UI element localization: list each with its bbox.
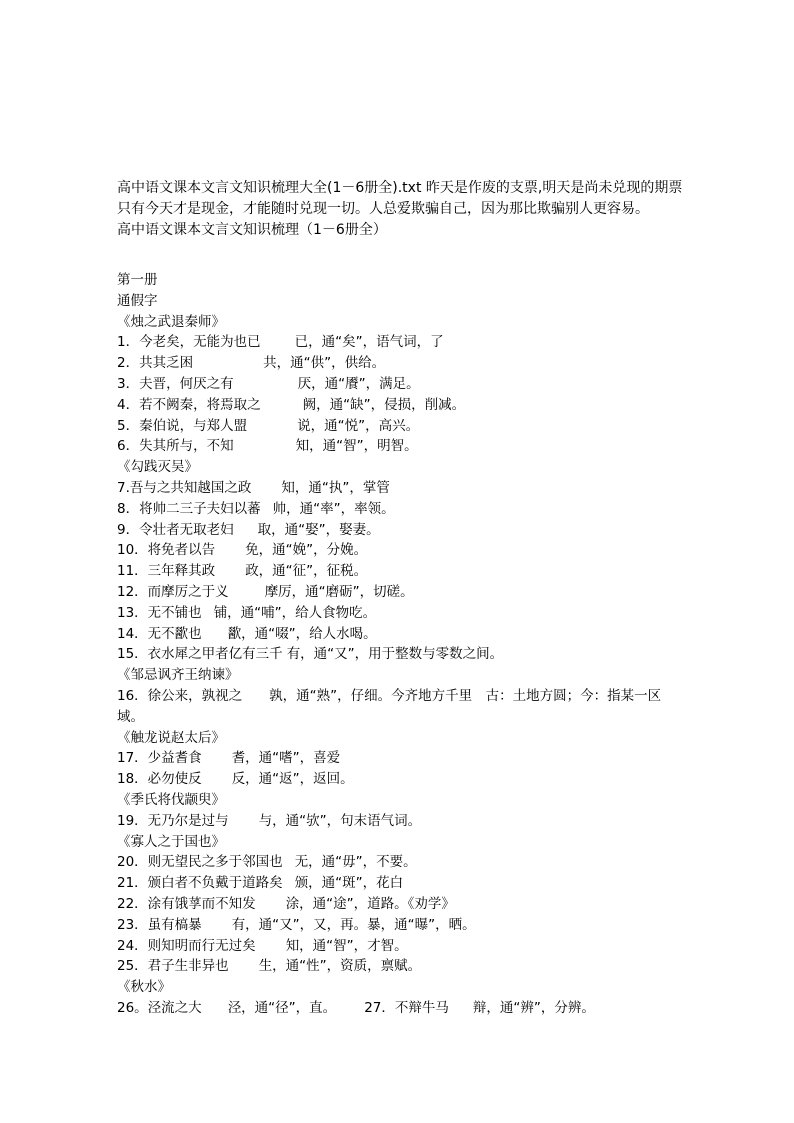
entry-note: 阙，通“缺”，侵损，削减。 bbox=[302, 396, 466, 413]
entry-line bbox=[117, 374, 687, 395]
content-body bbox=[117, 270, 687, 1019]
intro-line-2: 只有今天才是现金，才能随时兑现一切。人总爱欺骗自己，因为那比欺骗别人更容易。 bbox=[117, 201, 649, 217]
entry-sentence: 23．虽有槁暴 bbox=[117, 916, 202, 933]
entry-note: 知，通“智”，才智。 bbox=[285, 937, 408, 954]
intro-line-1: 高中语文课本文言文知识梳理大全(1－6册全).txt 昨天是作废的支票,明天是尚未兑现的期票 bbox=[117, 180, 683, 196]
entry-line bbox=[117, 478, 687, 499]
entry-line: 16．徐公来，孰视之 孰，通“熟”，仔细。今齐地方千里 古：土地方圆；今：指某一区域。 bbox=[117, 687, 662, 725]
entry-line bbox=[117, 915, 687, 936]
entry-sentence: 22．涂有饿莩而不知发 bbox=[117, 895, 256, 912]
entry-note: 与，通“欤”，句末语气词。 bbox=[258, 812, 422, 829]
entry-line bbox=[117, 582, 687, 603]
entry-line bbox=[117, 873, 687, 894]
entry-sentence: 11．三年释其政 bbox=[117, 563, 216, 580]
entry-note: 颁，通“斑”，花白 bbox=[294, 875, 404, 892]
entry-line bbox=[117, 852, 687, 873]
entry-note: 有，通“又”，用于整数与零数之间。 bbox=[286, 646, 504, 663]
entry-sentence: 21．颁白者不负戴于道路矣 bbox=[117, 875, 283, 892]
entry-sentence: 24．则知明而行无过矣 bbox=[117, 937, 256, 954]
category-heading: 通假字 bbox=[117, 292, 158, 309]
entry-sentence: 1．今老矣，无能为也已 bbox=[117, 334, 261, 351]
intro-block bbox=[117, 178, 687, 241]
document-page bbox=[117, 178, 687, 1019]
entry-line bbox=[117, 540, 687, 561]
entry-sentence: 8．将帅二三子夫妇以蕃 bbox=[117, 500, 261, 517]
entry-line bbox=[117, 395, 687, 416]
entry-note: 取，通“娶”，娶妻。 bbox=[257, 521, 380, 538]
entry-note: 已，通“矣”，语气词，了 bbox=[294, 334, 444, 351]
entry-sentence: 20．则无望民之多于邻国也 bbox=[117, 854, 283, 871]
entry-note: 知，通“智”，明智。 bbox=[295, 438, 418, 455]
article-title: 《季氏将伐颛臾》 bbox=[117, 791, 225, 808]
entry-note: 有，通“又”，又，再。暴，通“曝”，晒。 bbox=[231, 916, 476, 933]
entry-line bbox=[117, 520, 687, 541]
entry-sentence: 25．君子生非异也 bbox=[117, 958, 229, 975]
entry-sentence: 17．少益耆食 bbox=[117, 750, 202, 767]
entry-line bbox=[117, 936, 687, 957]
entry-note: 辩，通“辨”，分辨。 bbox=[472, 999, 595, 1016]
entry-note: 泾，通“径”，直。 bbox=[227, 999, 337, 1016]
entry-sentence: 9．令壮者无取老妇 bbox=[117, 521, 234, 538]
entry-note: 无，通“毋”，不要。 bbox=[294, 854, 417, 871]
entry-line bbox=[117, 769, 687, 790]
entry-sentence: 14．无不歠也 bbox=[117, 625, 202, 642]
entry-line-pair bbox=[117, 998, 687, 1019]
entry-line bbox=[117, 624, 687, 645]
entry-line bbox=[117, 748, 687, 769]
entry-line bbox=[117, 499, 687, 520]
entry-note: 耆，通“嗜”，喜爱 bbox=[231, 750, 341, 767]
entry-line bbox=[117, 811, 687, 832]
entry-line bbox=[117, 561, 687, 582]
entry-note: 铺，通“哺”，给人食物吃。 bbox=[213, 604, 377, 621]
book-heading: 第一册 bbox=[117, 272, 158, 288]
article-title: 《邹忌讽齐王纳谏》 bbox=[117, 667, 239, 684]
article-title: 《烛之武退秦师》 bbox=[117, 313, 225, 330]
intro-line-3: 高中语文课本文言文知识梳理（1－6册全） bbox=[117, 222, 387, 238]
entry-sentence: 4．若不阙秦，将焉取之 bbox=[117, 396, 261, 413]
entry-sentence: 10．将免者以告 bbox=[117, 542, 216, 559]
entry-sentence: 2．共其乏困 bbox=[117, 355, 194, 372]
entry-line bbox=[117, 416, 687, 437]
entry-note: 知，通“执”，掌管 bbox=[281, 479, 390, 496]
entry-sentence: 27．不辩牛马 bbox=[364, 999, 449, 1016]
entry-sentence: 19．无乃尔是过与 bbox=[117, 812, 229, 829]
entry-note: 摩厉，通“磨砺”，切磋。 bbox=[264, 583, 414, 600]
entry-line bbox=[117, 956, 687, 977]
entry-note: 反，通“返”，返回。 bbox=[231, 771, 354, 788]
entry-sentence: 13．无不铺也 bbox=[117, 604, 202, 621]
entry-note: 说，通“悦”，高兴。 bbox=[297, 417, 420, 434]
entry-line bbox=[117, 332, 687, 353]
article-title: 《秋水》 bbox=[117, 979, 171, 996]
entry-sentence: 18．必勿使反 bbox=[117, 771, 202, 788]
entry-line bbox=[117, 436, 687, 457]
entry-note: 政，通“征”，征税。 bbox=[245, 563, 368, 580]
entry-note: 生，通“性”，资质，禀赋。 bbox=[258, 958, 422, 975]
entry-sentence: 12．而摩厉之于义 bbox=[117, 583, 229, 600]
entry-note: 免，通“娩”，分娩。 bbox=[245, 542, 368, 559]
article-title: 《触龙说赵太后》 bbox=[117, 729, 225, 746]
entry-sentence: 5．秦伯说，与郑人盟 bbox=[117, 417, 248, 434]
entry-note: 涂，通“途”，道路。《劝学》 bbox=[285, 895, 455, 912]
entry-note: 歠，通“啜”，给人水喝。 bbox=[227, 625, 377, 642]
entry-sentence: 15．衣水犀之甲者亿有三千 bbox=[117, 646, 283, 663]
entry-note: 帅，通“率”，率领。 bbox=[272, 500, 395, 517]
article-title: 《寡人之于国也》 bbox=[117, 833, 225, 850]
entry-sentence: 7.吾与之共知越国之政 bbox=[117, 479, 252, 496]
entry-sentence: 6．失其所与，不知 bbox=[117, 438, 234, 455]
article-title: 《勾践灭吴》 bbox=[117, 459, 198, 476]
entry-note: 共，通“供”，供给。 bbox=[263, 355, 386, 372]
entry-line bbox=[117, 894, 687, 915]
entry-note: 厌，通“餍”，满足。 bbox=[297, 375, 420, 392]
entry-line bbox=[117, 603, 687, 624]
entry-sentence: 3．夫晋，何厌之有 bbox=[117, 375, 234, 392]
spacer bbox=[117, 241, 687, 270]
entry-line bbox=[117, 353, 687, 374]
entry-line bbox=[117, 644, 687, 665]
entry-sentence: 26。泾流之大 bbox=[117, 999, 202, 1016]
